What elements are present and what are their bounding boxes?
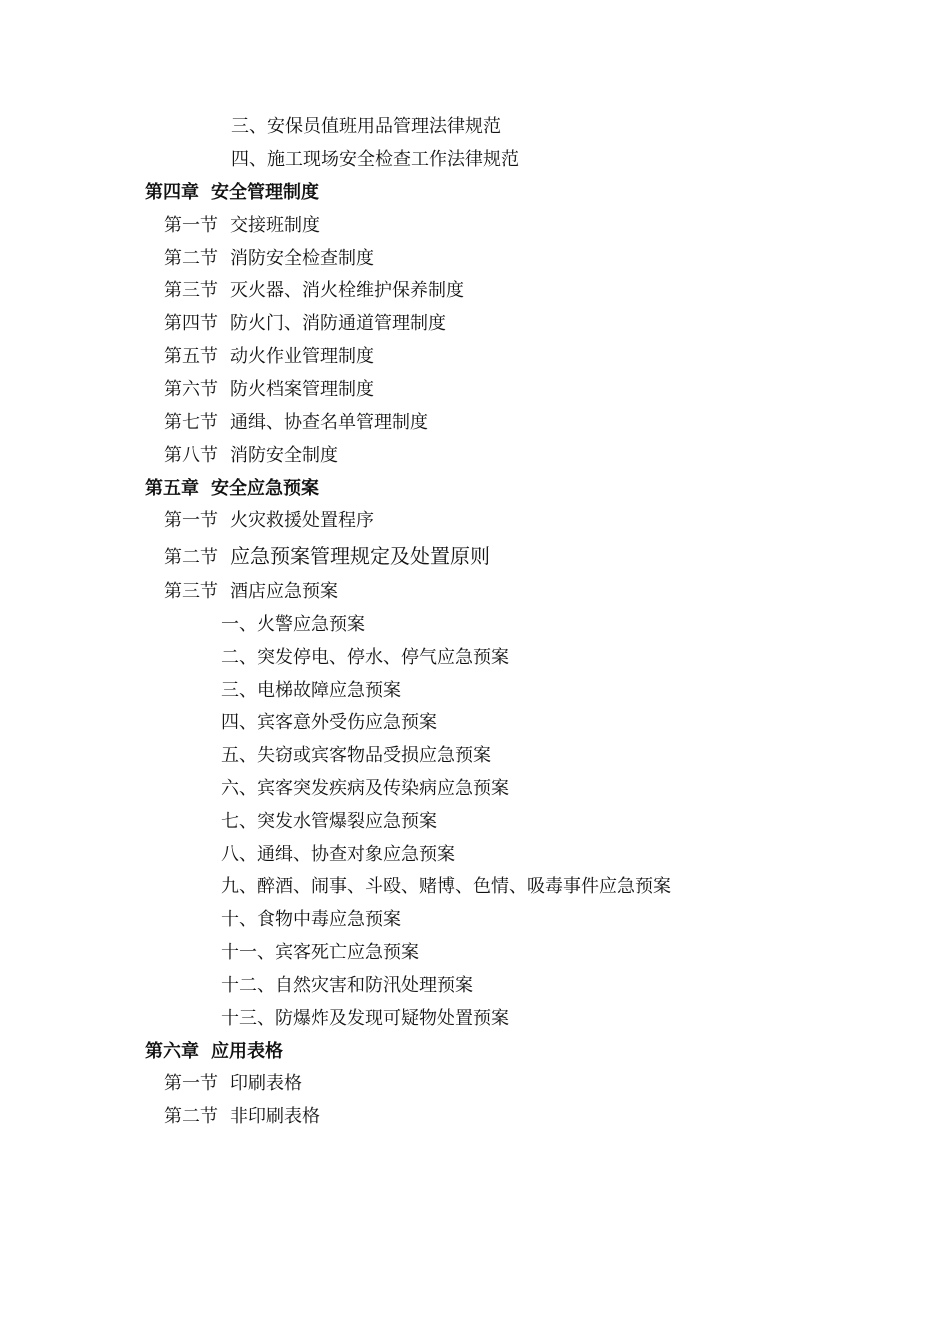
toc-chapter-number: 第五章 bbox=[145, 478, 199, 499]
toc-chapter-heading bbox=[145, 181, 319, 205]
toc-subitem-number: 十三、 bbox=[221, 1008, 275, 1029]
toc-section-title: 消防安全检查制度 bbox=[230, 248, 374, 269]
toc-subitem-number: 十、 bbox=[221, 909, 257, 930]
toc-section-title: 消防安全制度 bbox=[230, 445, 338, 466]
toc-subitem bbox=[221, 1007, 509, 1031]
toc-subitem-text: 宾客意外受伤应急预案 bbox=[257, 712, 437, 733]
toc-item-number: 三、 bbox=[231, 116, 267, 137]
toc-subitem-text: 突发水管爆裂应急预案 bbox=[257, 811, 437, 832]
toc-subitem bbox=[221, 875, 671, 899]
toc-section-title: 通缉、协查名单管理制度 bbox=[230, 412, 428, 433]
toc-subitem-text: 失窃或宾客物品受损应急预案 bbox=[257, 745, 491, 766]
toc-section-title: 火灾救援处置程序 bbox=[230, 510, 374, 531]
toc-section-title: 应急预案管理规定及处置原则 bbox=[230, 544, 490, 568]
toc-section-number: 第一节 bbox=[164, 215, 218, 236]
toc-subitem-text: 宾客突发疾病及传染病应急预案 bbox=[257, 778, 509, 799]
toc-subitem-number: 五、 bbox=[221, 745, 257, 766]
toc-subitem-number: 四、 bbox=[221, 712, 257, 733]
toc-section-item bbox=[164, 247, 374, 271]
toc-subitem-number: 八、 bbox=[221, 844, 257, 865]
toc-subitem bbox=[221, 810, 437, 834]
toc-subitem bbox=[221, 711, 437, 735]
toc-section-item bbox=[164, 1105, 320, 1129]
toc-section-item bbox=[164, 214, 320, 238]
toc-subitem-number: 九、 bbox=[221, 876, 257, 897]
toc-subitem-number: 六、 bbox=[221, 778, 257, 799]
toc-subitem-number: 三、 bbox=[221, 680, 257, 701]
toc-section-title: 灭火器、消火栓维护保养制度 bbox=[230, 280, 464, 301]
toc-section-number: 第三节 bbox=[164, 280, 218, 301]
toc-section-item bbox=[164, 279, 464, 303]
toc-subitem-number: 十一、 bbox=[221, 942, 275, 963]
toc-section-number: 第五节 bbox=[164, 346, 218, 367]
toc-subitem bbox=[221, 613, 365, 637]
toc-section-number: 第一节 bbox=[164, 1073, 218, 1094]
toc-subitem-text: 突发停电、停水、停气应急预案 bbox=[257, 647, 509, 668]
toc-section-number: 第二节 bbox=[164, 248, 218, 269]
toc-subitem-number: 七、 bbox=[221, 811, 257, 832]
toc-chapter-heading bbox=[145, 1040, 283, 1064]
toc-section-item bbox=[164, 411, 428, 435]
toc-item-subitem bbox=[231, 115, 501, 139]
toc-section-title: 动火作业管理制度 bbox=[230, 346, 374, 367]
toc-chapter-title: 安全应急预案 bbox=[211, 478, 319, 499]
toc-subitem bbox=[221, 777, 509, 801]
toc-section-item bbox=[164, 312, 446, 336]
toc-subitem bbox=[221, 679, 401, 703]
toc-subitem bbox=[221, 843, 455, 867]
toc-subitem-text: 防爆炸及发现可疑物处置预案 bbox=[275, 1008, 509, 1029]
toc-section-item bbox=[164, 580, 338, 604]
toc-section-item bbox=[164, 543, 490, 567]
toc-subitem bbox=[221, 646, 509, 670]
toc-subitem-text: 醉酒、闹事、斗殴、赌博、色情、吸毒事件应急预案 bbox=[257, 876, 671, 897]
toc-chapter-number: 第四章 bbox=[145, 182, 199, 203]
toc-section-number: 第八节 bbox=[164, 445, 218, 466]
toc-section-item bbox=[164, 509, 374, 533]
toc-section-title: 非印刷表格 bbox=[230, 1106, 320, 1127]
toc-item-text: 安保员值班用品管理法律规范 bbox=[267, 116, 501, 137]
toc-section-title: 交接班制度 bbox=[230, 215, 320, 236]
toc-chapter-title: 安全管理制度 bbox=[211, 182, 319, 203]
toc-section-title: 防火档案管理制度 bbox=[230, 379, 374, 400]
toc-subitem-text: 自然灾害和防汛处理预案 bbox=[275, 975, 473, 996]
toc-section-number: 第一节 bbox=[164, 510, 218, 531]
toc-subitem-text: 火警应急预案 bbox=[257, 614, 365, 635]
toc-section-number: 第三节 bbox=[164, 581, 218, 602]
toc-section-item bbox=[164, 1072, 302, 1096]
toc-subitem-text: 食物中毒应急预案 bbox=[257, 909, 401, 930]
toc-section-number: 第四节 bbox=[164, 313, 218, 334]
toc-subitem-number: 一、 bbox=[221, 614, 257, 635]
toc-subitem bbox=[221, 941, 419, 965]
toc-section-number: 第二节 bbox=[164, 547, 218, 568]
toc-section-title: 防火门、消防通道管理制度 bbox=[230, 313, 446, 334]
toc-subitem-text: 宾客死亡应急预案 bbox=[275, 942, 419, 963]
toc-section-number: 第七节 bbox=[164, 412, 218, 433]
toc-subitem bbox=[221, 908, 401, 932]
toc-subitem bbox=[221, 974, 473, 998]
toc-section-item bbox=[164, 378, 374, 402]
toc-chapter-heading bbox=[145, 477, 319, 501]
toc-section-title: 印刷表格 bbox=[230, 1073, 302, 1094]
toc-section-item bbox=[164, 444, 338, 468]
toc-subitem-number: 十二、 bbox=[221, 975, 275, 996]
toc-section-item bbox=[164, 345, 374, 369]
toc-subitem-text: 通缉、协查对象应急预案 bbox=[257, 844, 455, 865]
toc-subitem-text: 电梯故障应急预案 bbox=[257, 680, 401, 701]
toc-chapter-number: 第六章 bbox=[145, 1041, 199, 1062]
toc-item-subitem bbox=[231, 148, 519, 172]
toc-subitem bbox=[221, 744, 491, 768]
toc-subitem-number: 二、 bbox=[221, 647, 257, 668]
toc-item-text: 施工现场安全检查工作法律规范 bbox=[267, 149, 519, 170]
toc-section-number: 第二节 bbox=[164, 1106, 218, 1127]
toc-chapter-title: 应用表格 bbox=[211, 1041, 283, 1062]
toc-item-number: 四、 bbox=[231, 149, 267, 170]
toc-section-number: 第六节 bbox=[164, 379, 218, 400]
toc-section-title: 酒店应急预案 bbox=[230, 581, 338, 602]
